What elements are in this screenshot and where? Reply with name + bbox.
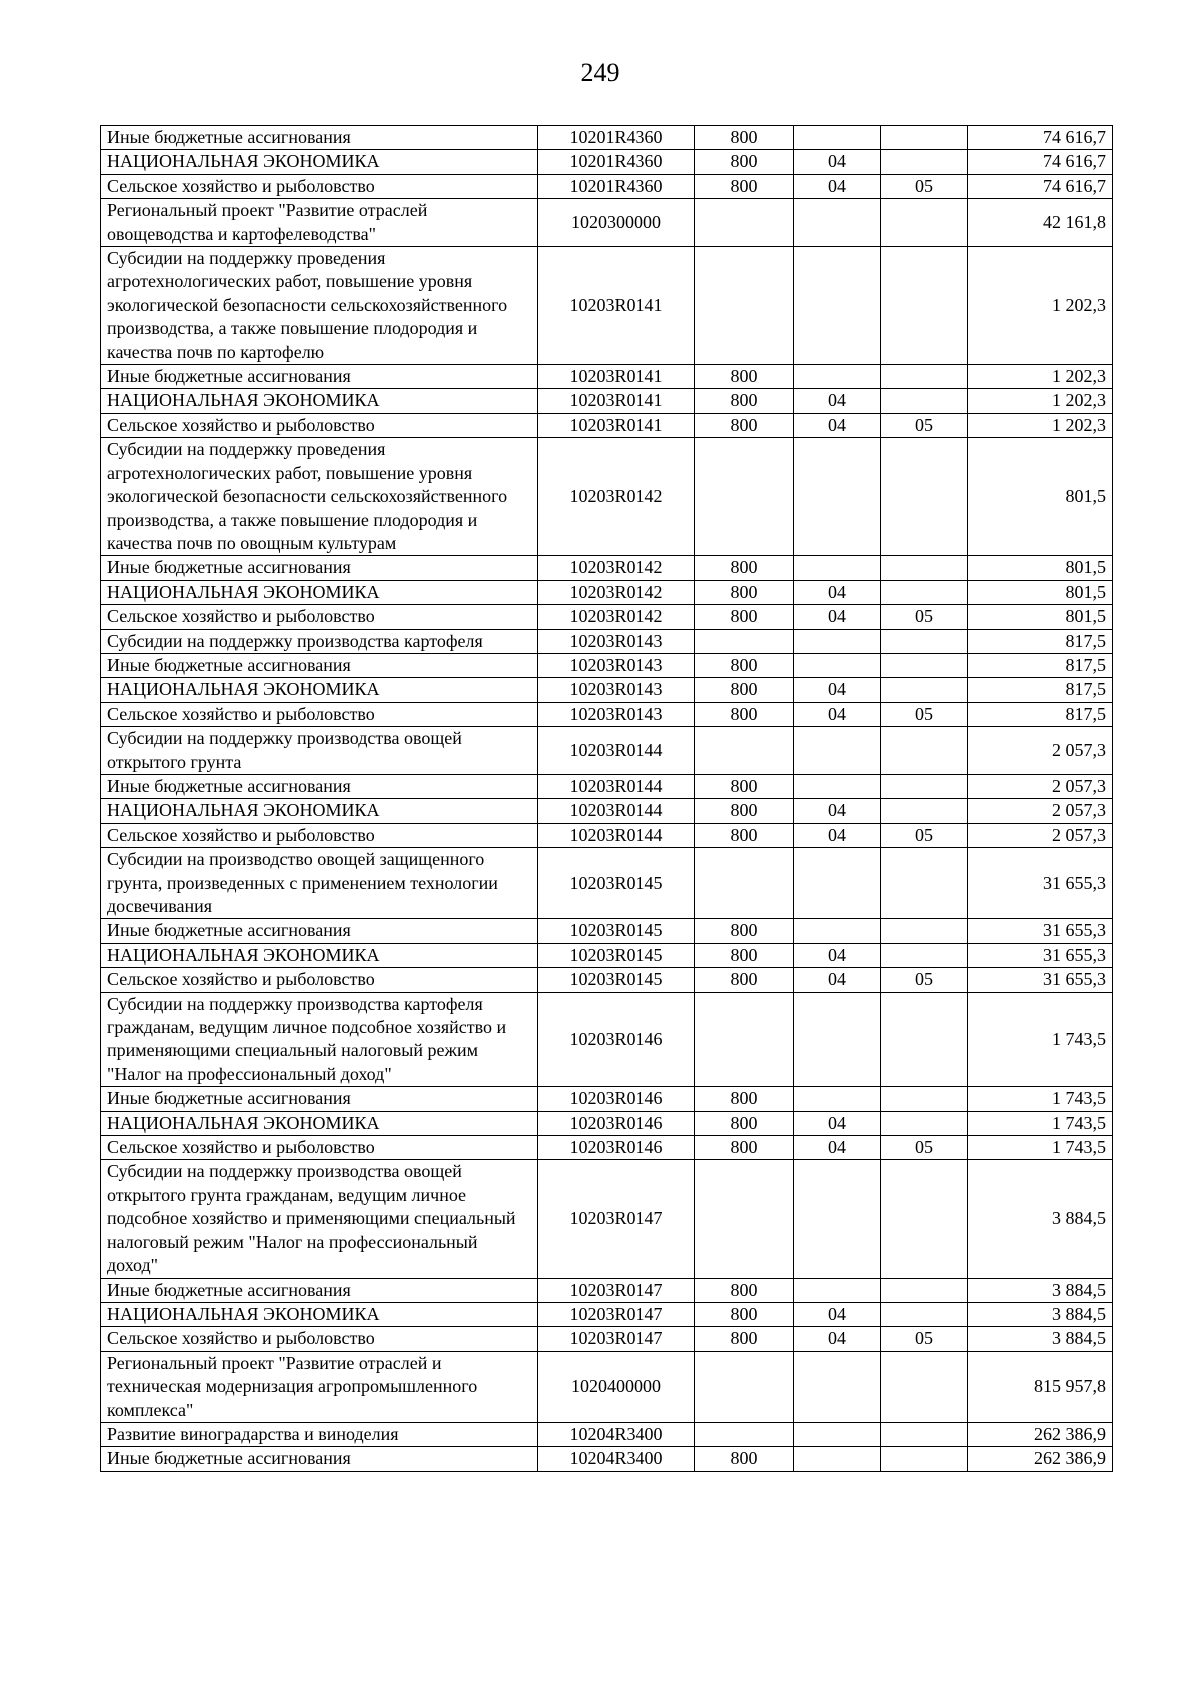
subsection-cell [881,556,968,580]
expense-type-cell: 800 [695,556,794,580]
expense-type-cell: 800 [695,365,794,389]
section-cell [794,992,881,1087]
expense-type-cell [695,1351,794,1422]
expense-type-cell [695,992,794,1087]
subsection-cell [881,1422,968,1446]
amount-cell: 1 743,5 [968,992,1113,1087]
subsection-cell [881,799,968,823]
expense-type-cell: 800 [695,126,794,150]
section-cell [794,653,881,677]
amount-cell: 262 386,9 [968,1447,1113,1471]
expense-name-cell: НАЦИОНАЛЬНАЯ ЭКОНОМИКА [101,1111,538,1135]
target-article-code-cell: 10203R0141 [538,365,695,389]
table-row [101,968,1113,992]
expense-type-cell: 800 [695,702,794,726]
section-cell: 04 [794,943,881,967]
expense-type-cell: 800 [695,1136,794,1160]
expense-type-cell [695,848,794,919]
section-cell: 04 [794,1302,881,1326]
table-row [101,413,1113,437]
table-row [101,1422,1113,1446]
expense-name-cell: НАЦИОНАЛЬНАЯ ЭКОНОМИКА [101,580,538,604]
expense-name-cell: НАЦИОНАЛЬНАЯ ЭКОНОМИКА [101,943,538,967]
expense-name-cell: Субсидии на поддержку производства картофеля гражданам, ведущим личное подсобное хозяйство и применяющими специальный налоговый режим "Налог на профессиональный доход" [101,992,538,1087]
expense-name-cell: Иные бюджетные ассигнования [101,919,538,943]
section-cell [794,1447,881,1471]
subsection-cell: 05 [881,174,968,198]
target-article-code-cell: 10203R0147 [538,1278,695,1302]
amount-cell: 74 616,7 [968,174,1113,198]
section-cell: 04 [794,968,881,992]
expense-type-cell: 800 [695,823,794,847]
subsection-cell: 05 [881,1327,968,1351]
section-cell: 04 [794,1327,881,1351]
table-row [101,774,1113,798]
target-article-code-cell: 10204R3400 [538,1422,695,1446]
section-cell [794,629,881,653]
subsection-cell [881,1278,968,1302]
table-row [101,629,1113,653]
table-row [101,1160,1113,1278]
table-row [101,126,1113,150]
table-row [101,1087,1113,1111]
amount-cell: 262 386,9 [968,1422,1113,1446]
amount-cell: 3 884,5 [968,1278,1113,1302]
table-row [101,389,1113,413]
expense-name-cell: Сельское хозяйство и рыболовство [101,174,538,198]
expense-type-cell: 800 [695,943,794,967]
target-article-code-cell: 10203R0142 [538,605,695,629]
amount-cell: 2 057,3 [968,774,1113,798]
expense-name-cell: Сельское хозяйство и рыболовство [101,1327,538,1351]
expense-name-cell: Сельское хозяйство и рыболовство [101,702,538,726]
table-row [101,943,1113,967]
expense-type-cell: 800 [695,774,794,798]
subsection-cell [881,1447,968,1471]
table-row [101,702,1113,726]
expense-name-cell: НАЦИОНАЛЬНАЯ ЭКОНОМИКА [101,389,538,413]
amount-cell: 801,5 [968,605,1113,629]
target-article-code-cell: 10203R0143 [538,678,695,702]
amount-cell: 3 884,5 [968,1302,1113,1326]
subsection-cell [881,438,968,556]
section-cell: 04 [794,605,881,629]
budget-table [100,125,1113,1472]
expense-name-cell: Иные бюджетные ассигнования [101,774,538,798]
expense-name-cell: Сельское хозяйство и рыболовство [101,605,538,629]
expense-type-cell: 800 [695,174,794,198]
expense-name-cell: НАЦИОНАЛЬНАЯ ЭКОНОМИКА [101,799,538,823]
expense-name-cell: Региональный проект "Развитие отраслей и техническая модернизация агропромышленного комплекса" [101,1351,538,1422]
amount-cell: 817,5 [968,702,1113,726]
expense-name-cell: Развитие виноградарства и виноделия [101,1422,538,1446]
expense-type-cell: 800 [695,1327,794,1351]
target-article-code-cell: 10201R4360 [538,126,695,150]
table-row [101,365,1113,389]
target-article-code-cell: 10201R4360 [538,174,695,198]
subsection-cell: 05 [881,823,968,847]
section-cell: 04 [794,702,881,726]
amount-cell: 801,5 [968,438,1113,556]
expense-name-cell: Субсидии на производство овощей защищенного грунта, произведенных с применением технологии досвечивания [101,848,538,919]
section-cell [794,199,881,247]
table-row [101,992,1113,1087]
subsection-cell [881,678,968,702]
expense-type-cell: 800 [695,1302,794,1326]
expense-type-cell: 800 [695,1111,794,1135]
expense-name-cell: Сельское хозяйство и рыболовство [101,968,538,992]
subsection-cell: 05 [881,413,968,437]
section-cell: 04 [794,823,881,847]
expense-type-cell: 800 [695,1278,794,1302]
target-article-code-cell: 10203R0141 [538,389,695,413]
expense-name-cell: Иные бюджетные ассигнования [101,556,538,580]
expense-type-cell [695,438,794,556]
table-row [101,848,1113,919]
table-row [101,1351,1113,1422]
target-article-code-cell: 10203R0145 [538,848,695,919]
section-cell: 04 [794,799,881,823]
subsection-cell [881,126,968,150]
page-number: 249 [580,58,620,87]
target-article-code-cell: 10203R0147 [538,1327,695,1351]
expense-name-cell: Иные бюджетные ассигнования [101,1447,538,1471]
table-row [101,1136,1113,1160]
target-article-code-cell: 10203R0144 [538,823,695,847]
expense-type-cell: 800 [695,968,794,992]
expense-name-cell: НАЦИОНАЛЬНАЯ ЭКОНОМИКА [101,150,538,174]
expense-name-cell: Иные бюджетные ассигнования [101,126,538,150]
subsection-cell [881,389,968,413]
section-cell [794,365,881,389]
expense-type-cell [695,199,794,247]
amount-cell: 1 202,3 [968,247,1113,365]
amount-cell: 3 884,5 [968,1160,1113,1278]
target-article-code-cell: 10203R0145 [538,968,695,992]
expense-type-cell: 800 [695,389,794,413]
subsection-cell: 05 [881,702,968,726]
amount-cell: 31 655,3 [968,968,1113,992]
amount-cell: 2 057,3 [968,823,1113,847]
table-row [101,1327,1113,1351]
table-row [101,823,1113,847]
expense-name-cell: Иные бюджетные ассигнования [101,653,538,677]
section-cell [794,556,881,580]
amount-cell: 1 743,5 [968,1136,1113,1160]
expense-type-cell [695,727,794,775]
amount-cell: 31 655,3 [968,919,1113,943]
target-article-code-cell: 10203R0143 [538,629,695,653]
amount-cell: 815 957,8 [968,1351,1113,1422]
expense-type-cell [695,629,794,653]
section-cell: 04 [794,678,881,702]
table-row [101,247,1113,365]
target-article-code-cell: 10203R0146 [538,992,695,1087]
expense-name-cell: Сельское хозяйство и рыболовство [101,1136,538,1160]
target-article-code-cell: 10203R0142 [538,556,695,580]
section-cell: 04 [794,174,881,198]
section-cell [794,438,881,556]
subsection-cell [881,943,968,967]
subsection-cell [881,199,968,247]
target-article-code-cell: 10203R0143 [538,702,695,726]
expense-name-cell: Региональный проект "Развитие отраслей овощеводства и картофелеводства" [101,199,538,247]
subsection-cell [881,992,968,1087]
expense-name-cell: Субсидии на поддержку производства картофеля [101,629,538,653]
section-cell [794,1087,881,1111]
target-article-code-cell: 10203R0147 [538,1302,695,1326]
section-cell [794,919,881,943]
table-row [101,556,1113,580]
target-article-code-cell: 1020300000 [538,199,695,247]
amount-cell: 74 616,7 [968,150,1113,174]
expense-name-cell: Субсидии на поддержку проведения агротехнологических работ, повышение уровня экологической безопасности сельскохозяйственного производства, а также повышение плодородия и качества почв по картофелю [101,247,538,365]
subsection-cell: 05 [881,968,968,992]
section-cell [794,247,881,365]
amount-cell: 2 057,3 [968,799,1113,823]
amount-cell: 74 616,7 [968,126,1113,150]
amount-cell: 31 655,3 [968,848,1113,919]
section-cell: 04 [794,1111,881,1135]
table-row [101,653,1113,677]
table-row [101,199,1113,247]
table-row [101,438,1113,556]
section-cell [794,727,881,775]
amount-cell: 1 743,5 [968,1111,1113,1135]
table-row [101,1447,1113,1471]
target-article-code-cell: 10203R0144 [538,774,695,798]
expense-type-cell: 800 [695,413,794,437]
subsection-cell [881,365,968,389]
expense-name-cell: Субсидии на поддержку производства овощей открытого грунта гражданам, ведущим личное подсобное хозяйство и применяющими специальный налоговый режим "Налог на профессиональный доход" [101,1160,538,1278]
table-row [101,678,1113,702]
section-cell: 04 [794,150,881,174]
target-article-code-cell: 10203R0142 [538,438,695,556]
subsection-cell [881,150,968,174]
amount-cell: 2 057,3 [968,727,1113,775]
amount-cell: 1 202,3 [968,413,1113,437]
section-cell [794,126,881,150]
target-article-code-cell: 10203R0142 [538,580,695,604]
subsection-cell [881,919,968,943]
subsection-cell [881,727,968,775]
target-article-code-cell: 10201R4360 [538,150,695,174]
table-row [101,799,1113,823]
subsection-cell: 05 [881,1136,968,1160]
expense-type-cell: 800 [695,919,794,943]
amount-cell: 801,5 [968,580,1113,604]
subsection-cell [881,1087,968,1111]
expense-name-cell: Иные бюджетные ассигнования [101,365,538,389]
expense-name-cell: Сельское хозяйство и рыболовство [101,413,538,437]
target-article-code-cell: 10203R0146 [538,1111,695,1135]
amount-cell: 817,5 [968,629,1113,653]
table-row [101,1278,1113,1302]
target-article-code-cell: 10203R0144 [538,799,695,823]
table-row [101,580,1113,604]
amount-cell: 1 743,5 [968,1087,1113,1111]
subsection-cell [881,629,968,653]
amount-cell: 3 884,5 [968,1327,1113,1351]
table-row [101,605,1113,629]
amount-cell: 42 161,8 [968,199,1113,247]
expense-type-cell [695,1422,794,1446]
section-cell: 04 [794,580,881,604]
section-cell [794,1351,881,1422]
table-row [101,1111,1113,1135]
section-cell [794,774,881,798]
subsection-cell [881,653,968,677]
subsection-cell [881,1160,968,1278]
subsection-cell [881,580,968,604]
amount-cell: 1 202,3 [968,389,1113,413]
target-article-code-cell: 10203R0141 [538,247,695,365]
expense-name-cell: Сельское хозяйство и рыболовство [101,823,538,847]
section-cell [794,1278,881,1302]
target-article-code-cell: 10203R0146 [538,1136,695,1160]
target-article-code-cell: 10203R0141 [538,413,695,437]
table-row [101,150,1113,174]
target-article-code-cell: 10203R0144 [538,727,695,775]
target-article-code-cell: 10203R0143 [538,653,695,677]
expense-name-cell: НАЦИОНАЛЬНАЯ ЭКОНОМИКА [101,678,538,702]
expense-type-cell: 800 [695,1087,794,1111]
target-article-code-cell: 1020400000 [538,1351,695,1422]
subsection-cell [881,774,968,798]
expense-name-cell: Субсидии на поддержку производства овощей открытого грунта [101,727,538,775]
expense-type-cell: 800 [695,678,794,702]
subsection-cell [881,1302,968,1326]
section-cell: 04 [794,389,881,413]
amount-cell: 801,5 [968,556,1113,580]
section-cell [794,848,881,919]
subsection-cell [881,1351,968,1422]
section-cell [794,1160,881,1278]
amount-cell: 817,5 [968,678,1113,702]
expense-name-cell: Иные бюджетные ассигнования [101,1278,538,1302]
table-row [101,1302,1113,1326]
amount-cell: 1 202,3 [968,365,1113,389]
section-cell: 04 [794,413,881,437]
expense-type-cell: 800 [695,605,794,629]
target-article-code-cell: 10204R3400 [538,1447,695,1471]
target-article-code-cell: 10203R0145 [538,943,695,967]
table-row [101,919,1113,943]
expense-type-cell: 800 [695,150,794,174]
budget-table-body [101,126,1113,1472]
amount-cell: 31 655,3 [968,943,1113,967]
target-article-code-cell: 10203R0145 [538,919,695,943]
table-row [101,174,1113,198]
target-article-code-cell: 10203R0147 [538,1160,695,1278]
expense-name-cell: НАЦИОНАЛЬНАЯ ЭКОНОМИКА [101,1302,538,1326]
expense-type-cell: 800 [695,580,794,604]
table-row [101,727,1113,775]
subsection-cell [881,1111,968,1135]
amount-cell: 817,5 [968,653,1113,677]
expense-type-cell [695,1160,794,1278]
subsection-cell [881,848,968,919]
expense-name-cell: Иные бюджетные ассигнования [101,1087,538,1111]
expense-type-cell: 800 [695,653,794,677]
subsection-cell: 05 [881,605,968,629]
expense-type-cell: 800 [695,799,794,823]
section-cell: 04 [794,1136,881,1160]
target-article-code-cell: 10203R0146 [538,1087,695,1111]
section-cell [794,1422,881,1446]
expense-type-cell: 800 [695,1447,794,1471]
expense-name-cell: Субсидии на поддержку проведения агротехнологических работ, повышение уровня экологической безопасности сельскохозяйственного производства, а также повышение плодородия и качества почв по овощным культурам [101,438,538,556]
subsection-cell [881,247,968,365]
expense-type-cell [695,247,794,365]
